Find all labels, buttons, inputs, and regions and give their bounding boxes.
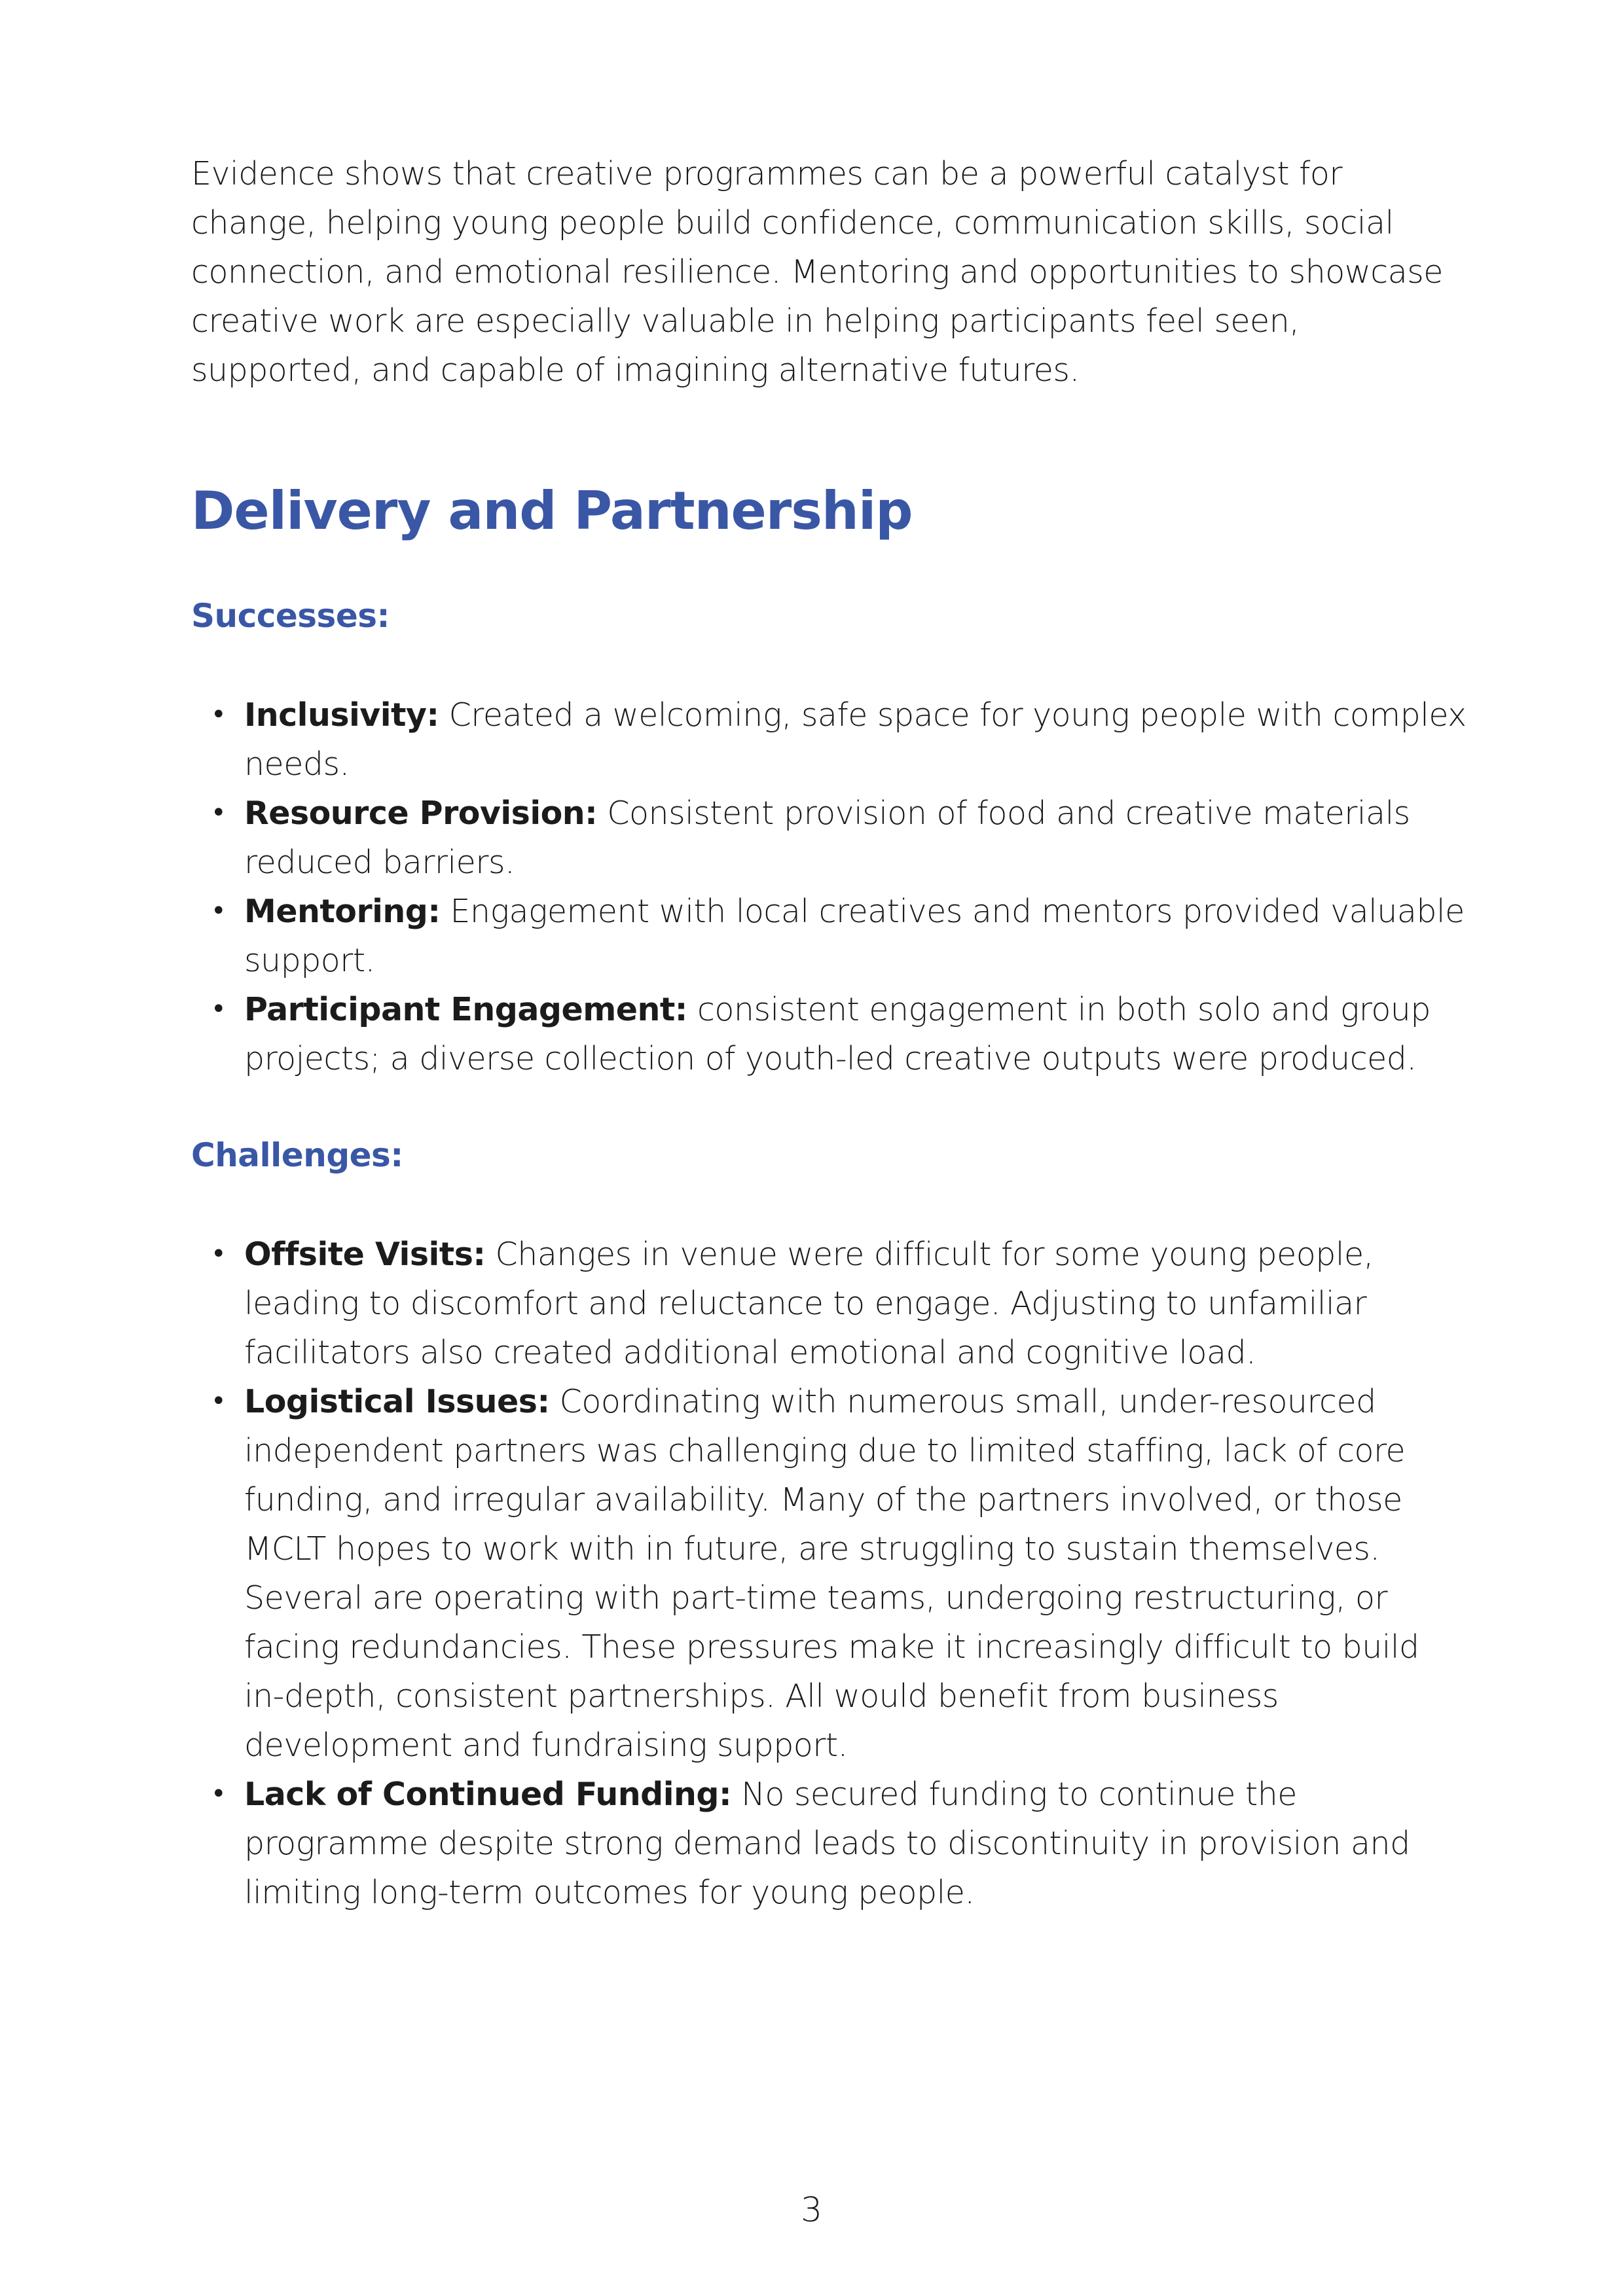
bullet-text: Coordinating with numerous small, under-resourced independent partners was challenging due to limited staffing, lack of core funding, and irregular availability. Many of the partners involved, or those MCLT hopes to work with in future, are struggling to sustain themselves. Several are operating with part-time teams, undergoing restructuring, or facing redundancies. These pressures make it increasingly difficult to build in-depth, consistent partnerships. All would benefit from business development and fundraising support. [244, 1383, 1419, 1764]
challenges-list [191, 1230, 1468, 1917]
list-item [191, 789, 1468, 887]
bullet-text: No secured funding to continue the programme despite strong demand leads to discontinuity in provision and limiting long-term outcomes for young people. [244, 1776, 1410, 1911]
bullet-text: Engagement with local creatives and mentors provided valuable support. [244, 893, 1465, 979]
list-item [191, 887, 1468, 985]
bullet-icon: • [211, 896, 227, 926]
bullet-icon: • [211, 1779, 227, 1809]
bullet-text: Created a welcoming, safe space for young people with complex needs. [244, 696, 1467, 783]
bullet-icon: • [211, 798, 227, 828]
bullet-term: Inclusivity: [244, 696, 439, 734]
bullet-term: Resource Provision: [244, 795, 598, 832]
section-title: Delivery and Partnership [191, 480, 913, 541]
bullet-term: Offsite Visits: [244, 1236, 486, 1273]
bullet-text: Consistent provision of food and creative materials reduced barriers. [244, 795, 1410, 881]
page-number: 3 [800, 2191, 823, 2230]
bullet-term: Lack of Continued Funding: [244, 1776, 732, 1813]
page-content [191, 149, 1468, 1917]
successes-list [191, 691, 1468, 1083]
bullet-icon: • [211, 700, 227, 730]
bullet-text: Changes in venue were difficult for some young people, leading to discomfort and reluctance to engage. Adjusting to unfamiliar facilitators also created additional emotional and cognitive load. [244, 1236, 1374, 1371]
bullet-icon: • [211, 1239, 227, 1269]
bullet-term: Participant Engagement: [244, 991, 687, 1028]
bullet-term: Mentoring: [244, 893, 441, 930]
list-item [191, 691, 1468, 789]
list-item [191, 1770, 1468, 1917]
bullet-icon: • [211, 1386, 227, 1416]
intro-paragraph: Evidence shows that creative programmes can be a powerful catalyst for change, helping young people build confidence, communication skills, social connection, and emotional resilience. Mentoring and opportunities to showcase creative work are especially valuable in helping participants feel seen, supported, and capable of imagining alternative futures. [191, 155, 1443, 389]
bullet-icon: • [211, 994, 227, 1024]
list-item [191, 1377, 1468, 1770]
list-item [191, 985, 1468, 1083]
challenges-heading: Challenges: [191, 1136, 403, 1174]
successes-heading: Successes: [191, 597, 390, 635]
list-item [191, 1230, 1468, 1377]
bullet-text: consistent engagement in both solo and group projects; a diverse collection of youth-led creative outputs were produced. [244, 991, 1431, 1077]
bullet-term: Logistical Issues: [244, 1383, 550, 1420]
